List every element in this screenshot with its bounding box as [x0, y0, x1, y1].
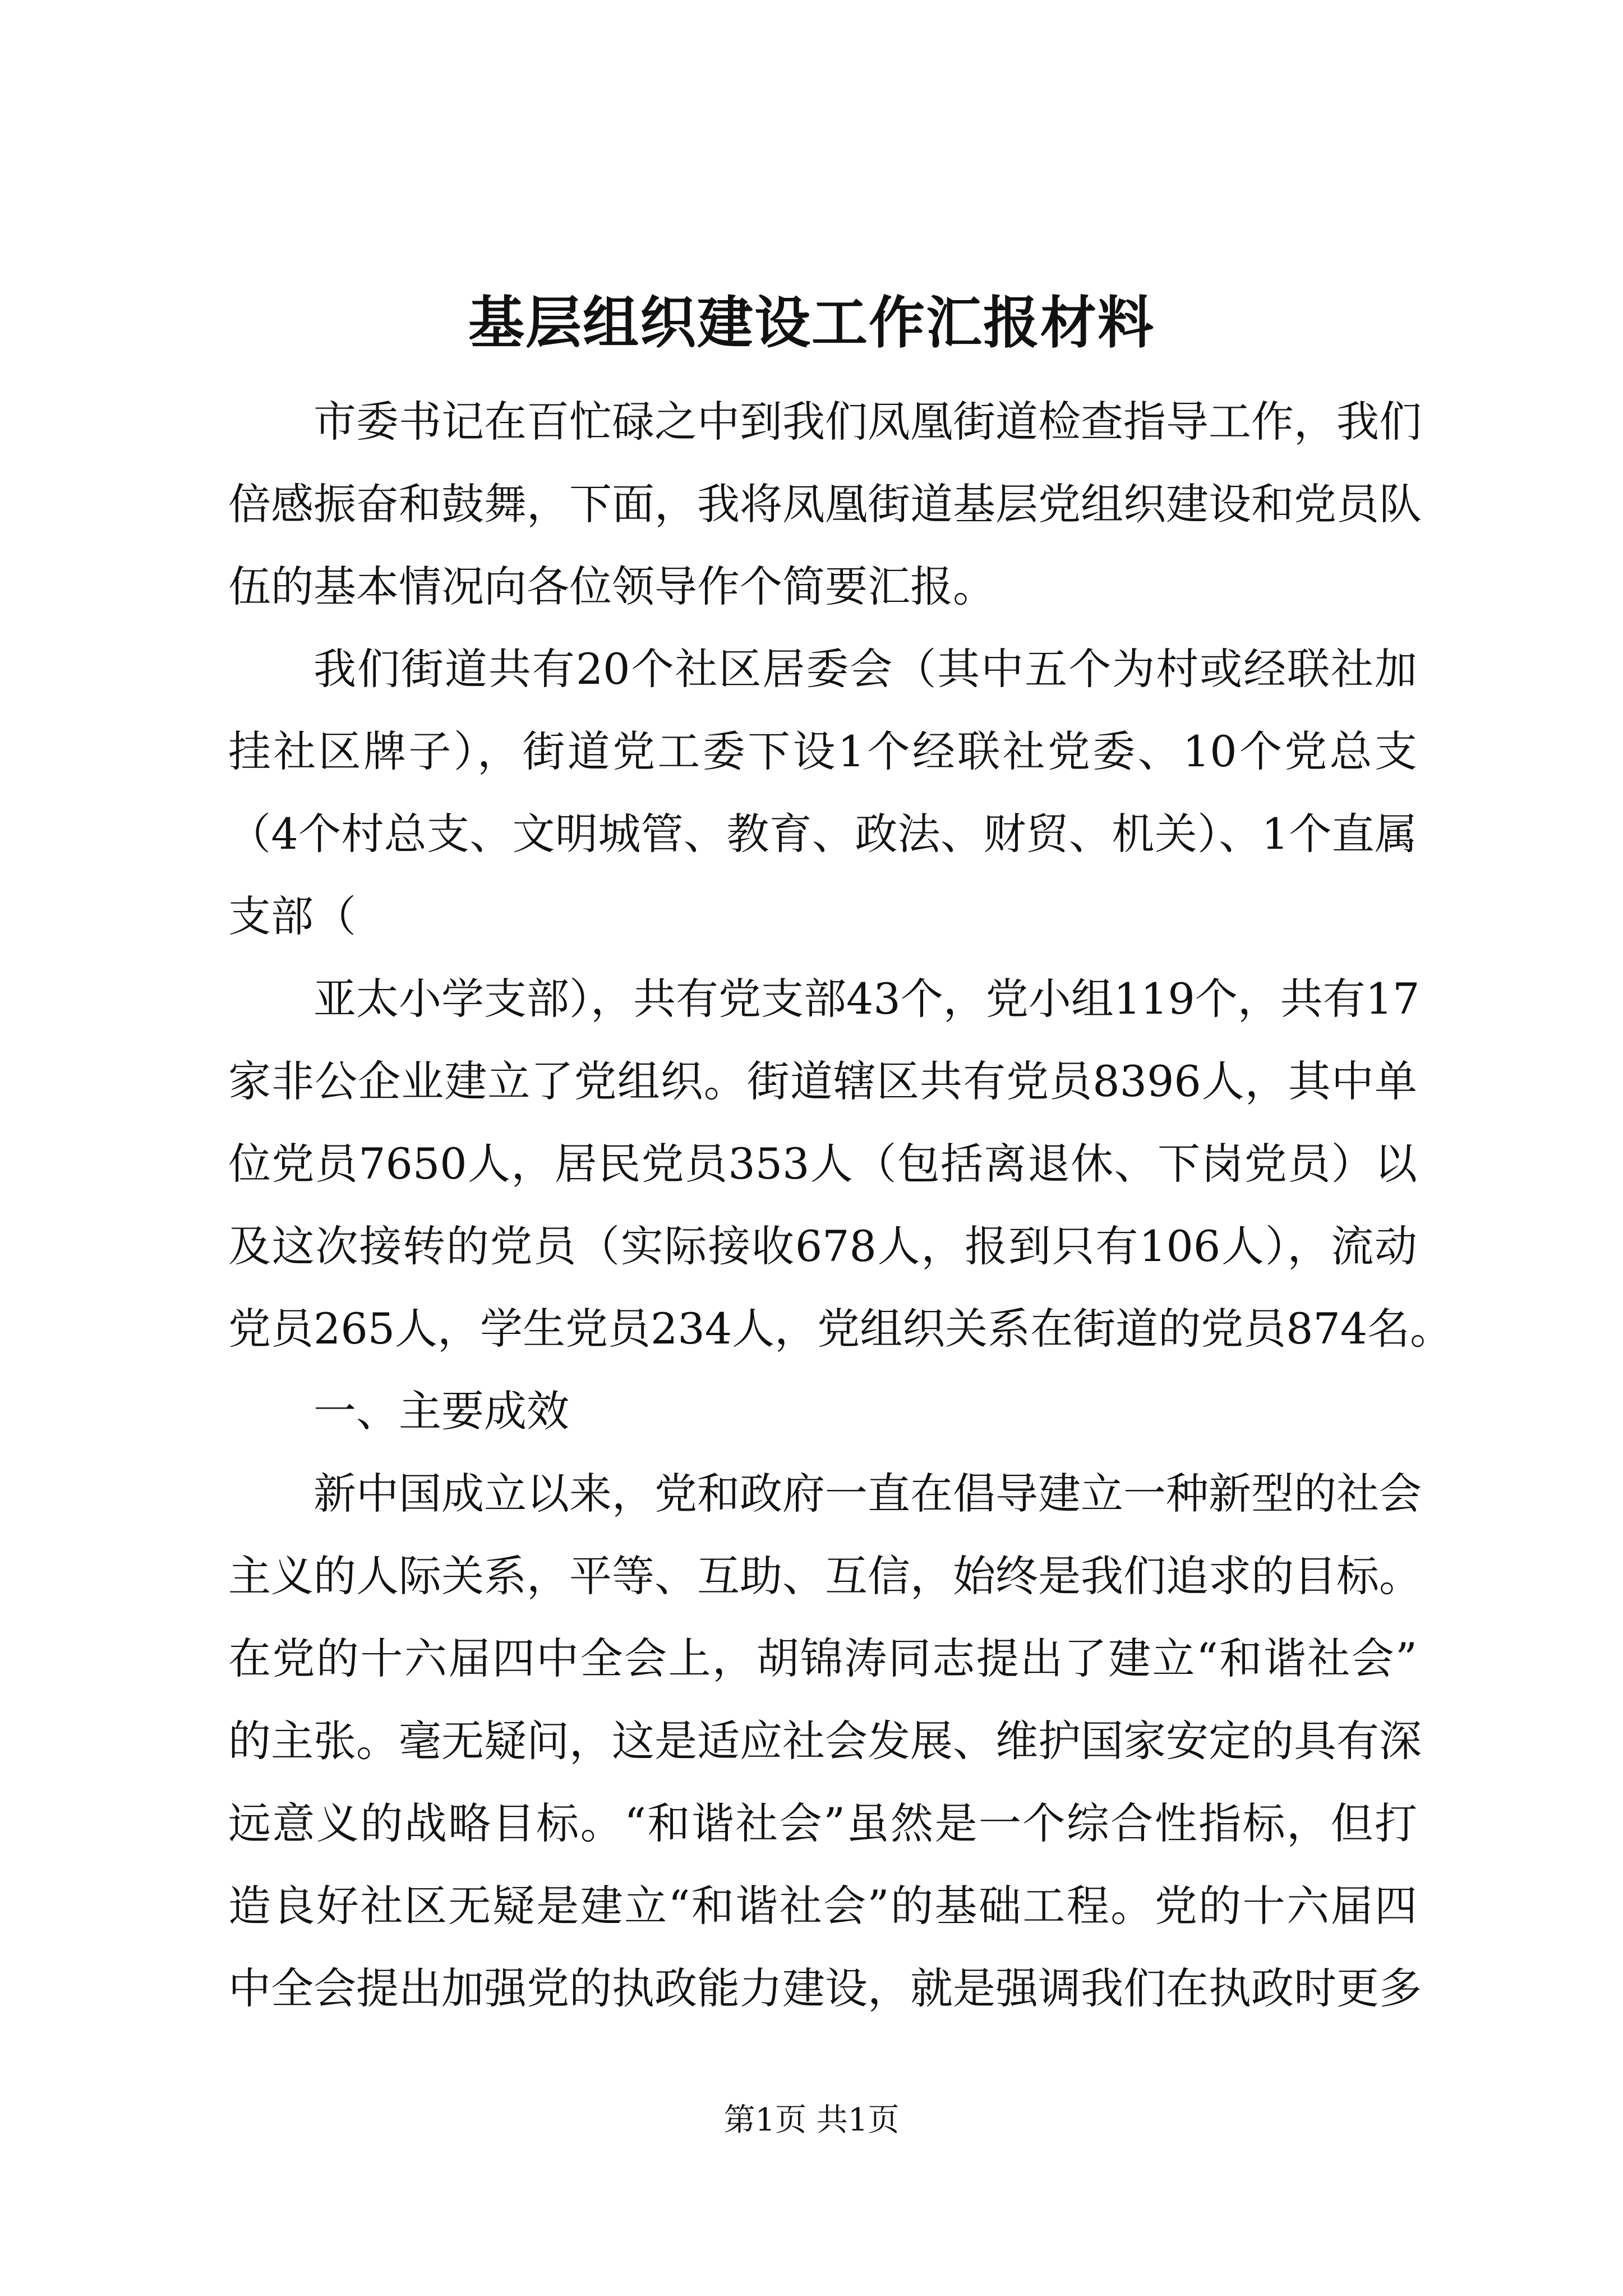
text-line: 市委书记在百忙碌之中到我们凤凰街道检查指导工作，我们 [313, 397, 1422, 447]
text-line: 的主张。毫无疑问，这是适应社会发展、维护国家安定的具有深 [228, 1716, 1422, 1766]
page-footer: 第1页 共1页 [723, 2102, 900, 2138]
text-line: 及这次接转的党员（实际接收678人，报到只有106人），流动 [228, 1221, 1417, 1271]
text-line: 党员265人，学生党员234人，党组织关系在街道的党员874名。 [228, 1304, 1453, 1354]
text-line: 伍的基本情况向各位领导作个简要汇报。 [228, 562, 995, 611]
text-line: 位党员7650人，居民党员353人（包括离退休、下岗党员）以 [228, 1139, 1417, 1189]
text-line: 远意义的战略目标。“和谐社会”虽然是一个综合性指标，但打 [228, 1798, 1417, 1848]
document-body [228, 380, 1453, 2030]
text-line: 一、主要成效 [313, 1386, 569, 1436]
document-title: 基层组织建设工作汇报材料 [468, 289, 1155, 356]
body-paragraph [228, 1452, 1422, 2030]
text-line: 造良好社区无疑是建立“和谐社会”的基础工程。党的十六届四 [228, 1881, 1417, 1931]
text-line: 主义的人际关系，平等、互助、互信，始终是我们追求的目标。 [228, 1551, 1422, 1601]
body-paragraph [228, 380, 1422, 628]
text-line: （4个村总支、文明城管、教育、政法、财贸、机关）、1个直属 [228, 809, 1417, 859]
text-line: 我们街道共有20个社区居委会（其中五个为村或经联社加 [313, 644, 1417, 694]
body-paragraph [228, 628, 1417, 958]
text-line: 支部（ [228, 891, 356, 941]
text-line: 亚太小学支部），共有党支部43个，党小组119个，共有17 [313, 974, 1420, 1024]
text-line: 挂社区牌子），街道党工委下设1个经联社党委、10个党总支 [228, 726, 1417, 776]
text-line: 在党的十六届四中全会上，胡锦涛同志提出了建立“和谐社会” [228, 1634, 1417, 1683]
text-line: 倍感振奋和鼓舞，下面，我将凤凰街道基层党组织建设和党员队 [228, 479, 1422, 529]
text-line: 家非公企业建立了党组织。街道辖区共有党员8396人，其中单 [228, 1056, 1417, 1106]
text-line: 新中国成立以来，党和政府一直在倡导建立一种新型的社会 [313, 1469, 1422, 1519]
body-paragraph [228, 958, 1453, 1370]
body-paragraph [228, 1370, 1417, 1452]
text-line: 中全会提出加强党的执政能力建设，就是强调我们在执政时更多 [228, 1963, 1422, 2013]
